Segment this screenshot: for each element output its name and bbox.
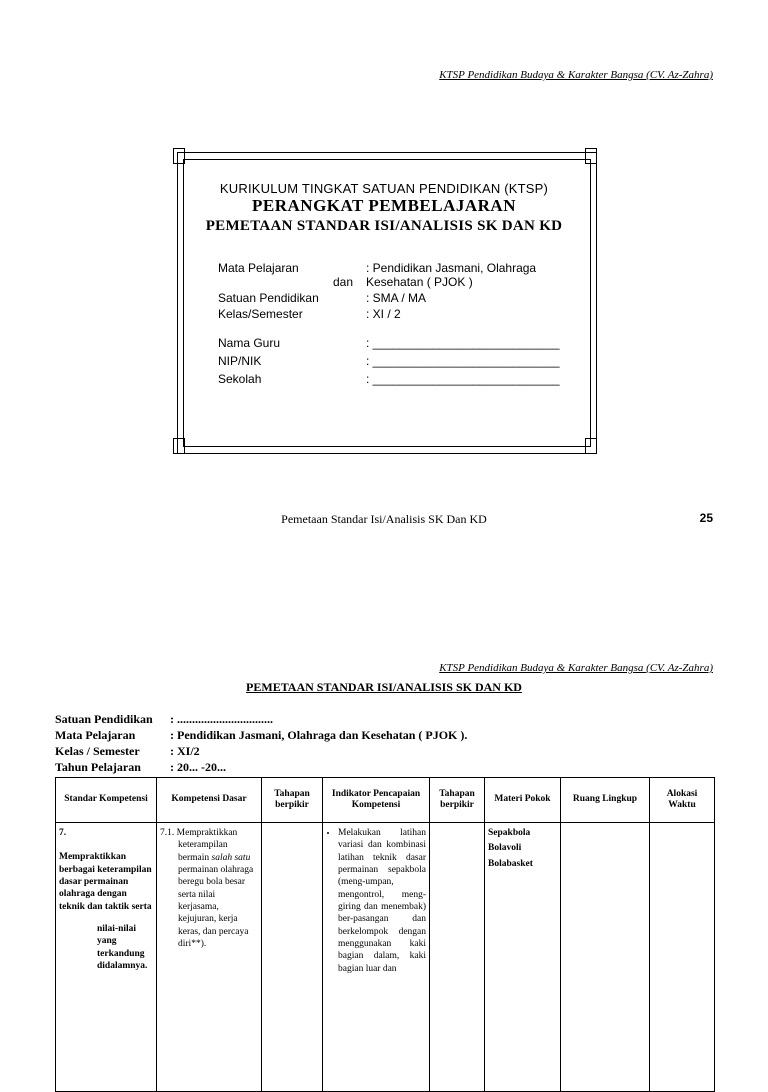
document-title: PEMETAAN STANDAR ISI/ANALISIS SK DAN KD	[246, 680, 522, 694]
cell-materi-pokok	[485, 823, 561, 1092]
meta-value: : XI/2	[170, 744, 200, 758]
kd-text-emphasis: salah satu	[211, 852, 251, 863]
cover-title-perangkat: PERANGKAT PEMBELAJARAN	[252, 196, 516, 215]
header-kompetensi-dasar: Kompetensi Dasar	[157, 778, 262, 823]
meta-row	[55, 712, 273, 727]
materi-item: Bolavoli	[488, 843, 522, 854]
meta-value: : 20... -20...	[170, 760, 226, 774]
cover-label: Mata Pelajaran	[218, 261, 299, 275]
table-row	[56, 823, 715, 1092]
cover-label: Nama Guru	[218, 336, 281, 350]
header-standar-kompetensi: Standar Kompetensi	[56, 778, 157, 823]
cover-corner	[585, 148, 597, 164]
cell-standar-kompetensi	[56, 823, 157, 1092]
meta-label: Satuan Pendidikan	[55, 712, 153, 726]
page-header: KTSP Pendidikan Budaya & Karakter Bangsa (CV. Az-Zahra)	[439, 69, 713, 81]
meta-label: Mata Pelajaran	[55, 728, 136, 742]
kd-number: 7.1.	[160, 828, 175, 838]
meta-row	[55, 760, 226, 775]
cover-corner	[173, 148, 185, 164]
page-footer: Pemetaan Standar Isi/Analisis SK Dan KD	[281, 512, 487, 526]
cover-label: Sekolah	[218, 372, 262, 386]
cover-label: Satuan Pendidikan	[218, 291, 319, 305]
header-tahapan-berpikir: Tahapan berpikir	[430, 778, 485, 823]
meta-label: Kelas / Semester	[55, 744, 140, 758]
cell-tahapan-berpikir	[262, 823, 323, 1092]
meta-row	[55, 728, 467, 743]
cover-title-pemetaan: PEMETAAN STANDAR ISI/ANALISIS SK DAN KD	[205, 218, 563, 234]
cell-ruang-lingkup	[561, 823, 650, 1092]
cover-value: : ____________________________	[366, 354, 560, 368]
cell-tahapan-berpikir	[430, 823, 485, 1092]
kd-text-b: permainan olahraga beregu bola besar serta nilai kerjasama, kejujuran, kerja keras, dan percaya diri**).	[178, 865, 254, 950]
page-number: 25	[699, 511, 713, 525]
cell-alokasi-waktu	[650, 823, 715, 1092]
cover-value: : Pendidikan Jasmani, Olahraga	[366, 261, 537, 275]
cover-title-ktsp: KURIKULUM TINGKAT SATUAN PENDIDIKAN (KTSP)	[219, 181, 549, 196]
meta-value: : ................................	[170, 712, 273, 726]
cover-label: Kelas/Semester	[218, 307, 303, 321]
header-indikator: Indikator Pencapaian Kompetensi	[323, 778, 430, 823]
sk-number: 7.	[59, 828, 67, 838]
kd-text	[160, 827, 258, 950]
meta-row	[55, 744, 200, 759]
meta-label: Tahun Pelajaran	[55, 760, 141, 774]
cover-corner	[585, 438, 597, 454]
cell-indikator	[323, 823, 430, 1092]
page-header: KTSP Pendidikan Budaya & Karakter Bangsa (CV. Az-Zahra)	[439, 662, 713, 674]
materi-item: Bolabasket	[488, 858, 533, 869]
cover-label: NIP/NIK	[218, 354, 262, 368]
indicator-item: • Melakukan latihan variasi dan kombinasi latihan teknik dasar permainan sepakbola (meng-umpan, mengontrol, meng-giring dan menembak) ber-pasangan dan berkelompok dengan menggunakan kaki bagian dalam, kaki bagian luar dan	[338, 827, 426, 975]
cover-value: : ____________________________	[366, 372, 560, 386]
header-ruang-lingkup: Ruang Lingkup	[561, 778, 650, 823]
header-alokasi-waktu: Alokasi Waktu	[650, 778, 715, 823]
cell-kompetensi-dasar	[157, 823, 262, 1092]
sk-text: Mempraktikkan berbagai keterampilan dasar permainan olahraga dengan teknik dan taktik serta	[59, 852, 152, 912]
cover-corner	[173, 438, 185, 454]
cover-value: : SMA / MA	[366, 291, 427, 305]
table-header-row	[56, 778, 715, 823]
sk-text: nilai-nilai yang terkandung didalamnya.	[97, 924, 148, 972]
mapping-table	[55, 777, 715, 1092]
kd-text-a: Mempraktikkan keterampilan bermain	[176, 828, 238, 863]
materi-item: Sepakbola	[488, 828, 531, 838]
cover-label: dan	[333, 275, 354, 289]
meta-value: : Pendidikan Jasmani, Olahraga dan Kesehatan ( PJOK ).	[170, 728, 468, 742]
cover-value: : ____________________________	[366, 336, 560, 350]
header-tahapan-berpikir: Tahapan berpikir	[262, 778, 323, 823]
cover-value: : XI / 2	[366, 307, 401, 321]
header-materi-pokok: Materi Pokok	[485, 778, 561, 823]
cover-value: Kesehatan ( PJOK )	[366, 275, 473, 289]
